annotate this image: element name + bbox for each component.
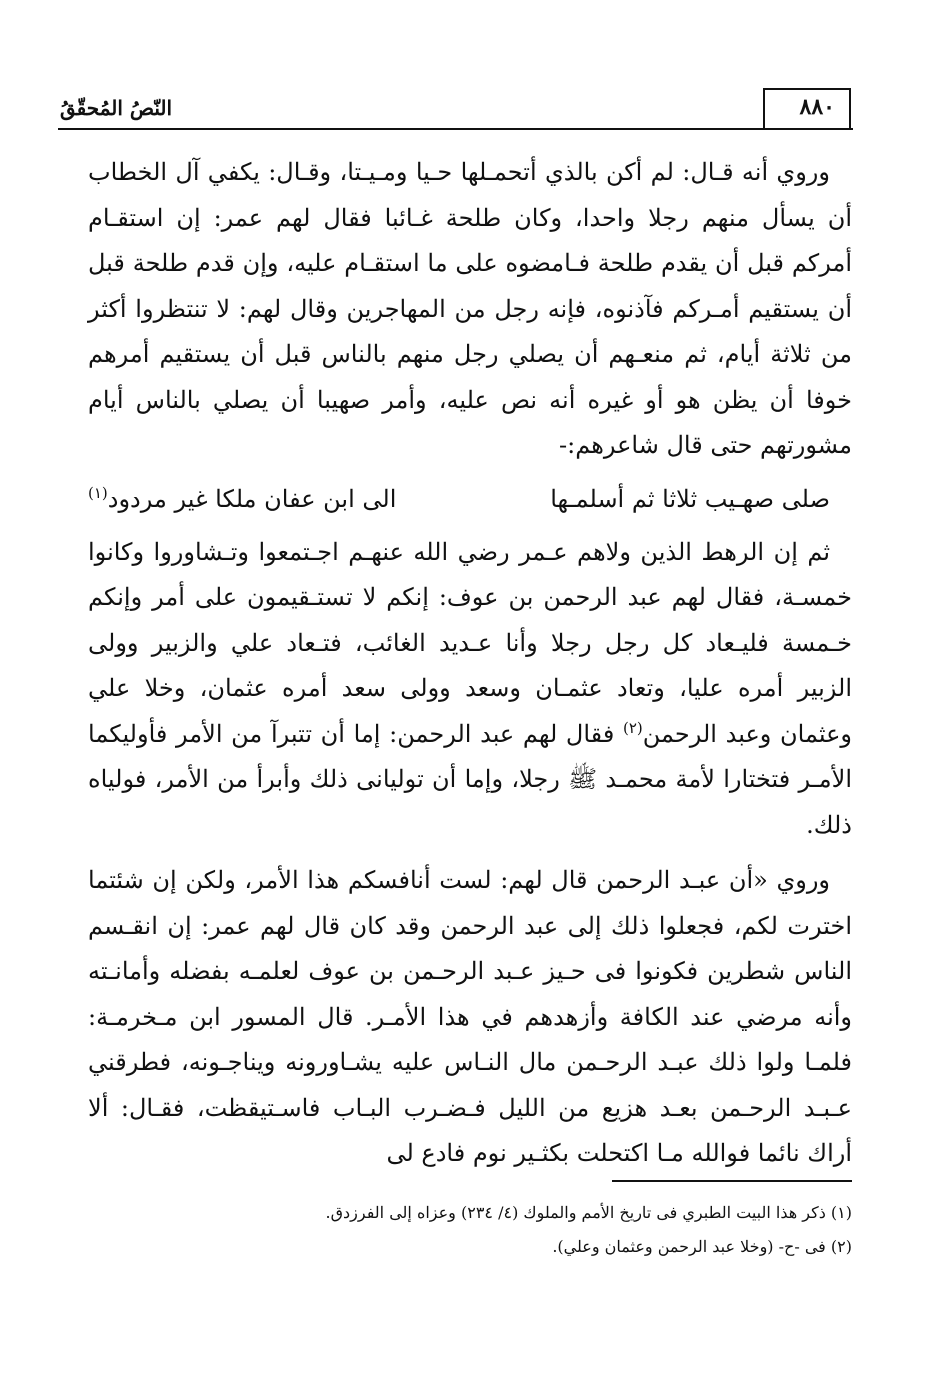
verse-first-hemistich: صلى صهـيب ثلاثا ثم أسلمـها	[550, 484, 830, 513]
spacer	[88, 469, 852, 477]
paragraph-2-part-b: فقال لهم عبد الرحمن: إما أن تتبرآ من الأمر فأوليكما الأمـر فتختارا لأمة محمـد ﷺ رجلا، وإما أن توليانى ذلك وأبرأ من الأمر، فولياه ذلك.	[88, 719, 852, 839]
paragraph-2	[88, 530, 852, 849]
header-rule	[58, 128, 853, 130]
footnote-marker-2: (٢)	[622, 718, 643, 737]
footnote-rule	[612, 1180, 852, 1182]
footnote-2: (٢) فى -ح- (وخلا عبد الرحمن وعثمان وعلي).	[552, 1237, 852, 1256]
footnote-marker-1: (١)	[88, 483, 108, 502]
paragraph-1: وروي أنه قـال: لم أكن بالذي أتحمـلها حـيا ومـيـتا، وقـال: يكفي آل الخطاب أن يسأل منهم رجلا واحدا، وكان طلحة غـائبا فقال لهم عمر: إن استقـام أمركم قبل أن يقدم طلحة فـامضوه على ما استقـام عليه، وإن قدم طلحة قبل أن يستقيم أمـركم فآذنوه، فإنه رجل من المهاجرين وقال لهم: لا تنتظروا أكثر من ثلاثة أيام، ثم منعـهم أن يصلي رجل منهم بالناس قبل أن يستقيم أمرهم خوفا أن يظن هو أو غيره أنه نص عليه، وأمر صهيبا أن يصلي بالناس أيام مشورتهم حتى قال شاعرهم:-	[88, 158, 852, 459]
paragraph-2-part-a: ثم إن الرهط الذين ولاهم عـمر رضي الله عنهـم اجـتمعوا وتـشاوروا وكانوا خمسـة، فقال لهم عبد الرحمن بن عوف: إنكم لا تستـقيمون على أمر وإنكم خـمسة فليـعاد كل رجل رجلا وأنا عـديد الغائب، فتـعاد علي والزبير وولى الزبير أمره عليا، وتعاد عثمـان وسعد وولى سعد أمره عثمان، وخلا علي وعثمان وعبد الرحمن	[88, 537, 852, 748]
main-text	[88, 150, 852, 1177]
page-number: ٨٨٠	[799, 94, 835, 120]
paragraph-3: وروي «أن عبـد الرحمن قال لهم: لست أنافسكم هذا الأمر، ولكن إن شئتما اخترت لكم، فجعلوا ذلك إلى عبد الرحمن وقد كان قال لهم عمر: إن انقـسم الناس شطرين فكونوا فى حـيز عـبد الرحـمن بن عوف لعلمـه بفضله وأمانـته وأنه مرضي عند الكافة وأزهدهم في هذا الأمـر. قال المسور ابن مـخرمـة: فلمـا ولوا ذلك عبـد الرحـمن مال النـاس عليه يشـاورونه ويناجـونه، فطرقني عـبـد الرحـمن بعـد هزيع من الليل فـضـرب البـاب فاسـتيقظت، فقـال: ألا أراك نائما فوالله مـا اكتحلت بكثـير نوم فادع لى	[88, 866, 853, 1167]
spacer	[88, 848, 852, 858]
spacer	[88, 522, 852, 530]
footnote-1: (١) ذكر هذا البيت الطبري فى تاريخ الأمم والملوك (٤/ ٢٣٤) وعزاه إلى الفرزدق.	[325, 1203, 852, 1222]
poetry-verse	[88, 477, 852, 522]
running-header-title: النّصُ المُحقّقُ	[60, 96, 173, 120]
footnotes	[300, 1196, 852, 1264]
verse-second-hemistich: الى ابن عفان ملكا غير مردود	[107, 484, 397, 513]
verse-second-hemistich-wrap	[88, 477, 396, 522]
